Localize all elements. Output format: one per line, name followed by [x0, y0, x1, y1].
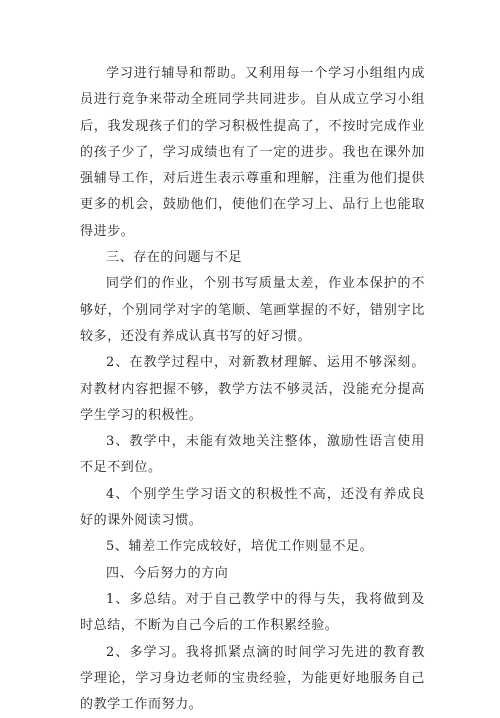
paragraph-point-4: 4、个别学生学习语文的积极性不高，还没有养成良好的课外阅读习惯。 — [80, 486, 425, 529]
section-heading-problems: 三、存在的问题与不足 — [106, 250, 243, 266]
section-heading-future: 四、今后努力的方向 — [106, 565, 229, 581]
paragraph-point-5: 5、辅差工作完成较好，培优工作则显不足。 — [106, 539, 374, 555]
paragraph-homework-quality: 同学们的作业，个别书写质量太差，作业本保护的不够好，个别同学对字的笔顺、笔画掌握的不好，错别字比较多，还没有养成认真书写的好习惯。 — [80, 276, 425, 344]
paragraph-tutoring: 学习进行辅导和帮助。又利用每一个学习小组组内成员进行竞争来带动全班同学共同进步。自从成立学习小组后，我发现孩子们的学习积极性提高了，不按时完成作业的孩子少了，学习成绩也有了一定的进步。我也在课外加强辅导工作，对后进生表示尊重和理解，注重为他们提供更多的机会，鼓励他们，使他们在学习上、品行上也能取得进步。 — [80, 66, 425, 239]
paragraph-future-1: 1、多总结。对于自己教学中的得与失，我将做到及时总结，不断为自己今后的工作积累经验。 — [80, 591, 425, 634]
document-body — [80, 61, 425, 718]
paragraph-point-2: 2、在教学过程中，对新教材理解、运用不够深刻。对教材内容把握不够，教学方法不够灵活，没能充分提高学生学习的积极性。 — [80, 355, 425, 423]
paragraph-future-2: 2、多学习。我将抓紧点滴的时间学习先进的教育教学理论，学习身边老师的宝贵经验，为能更好地服务自己的教学工作而努力。 — [80, 644, 425, 713]
paragraph-point-3: 3、教学中，未能有效地关注整体，激励性语言使用不足不到位。 — [80, 434, 425, 476]
